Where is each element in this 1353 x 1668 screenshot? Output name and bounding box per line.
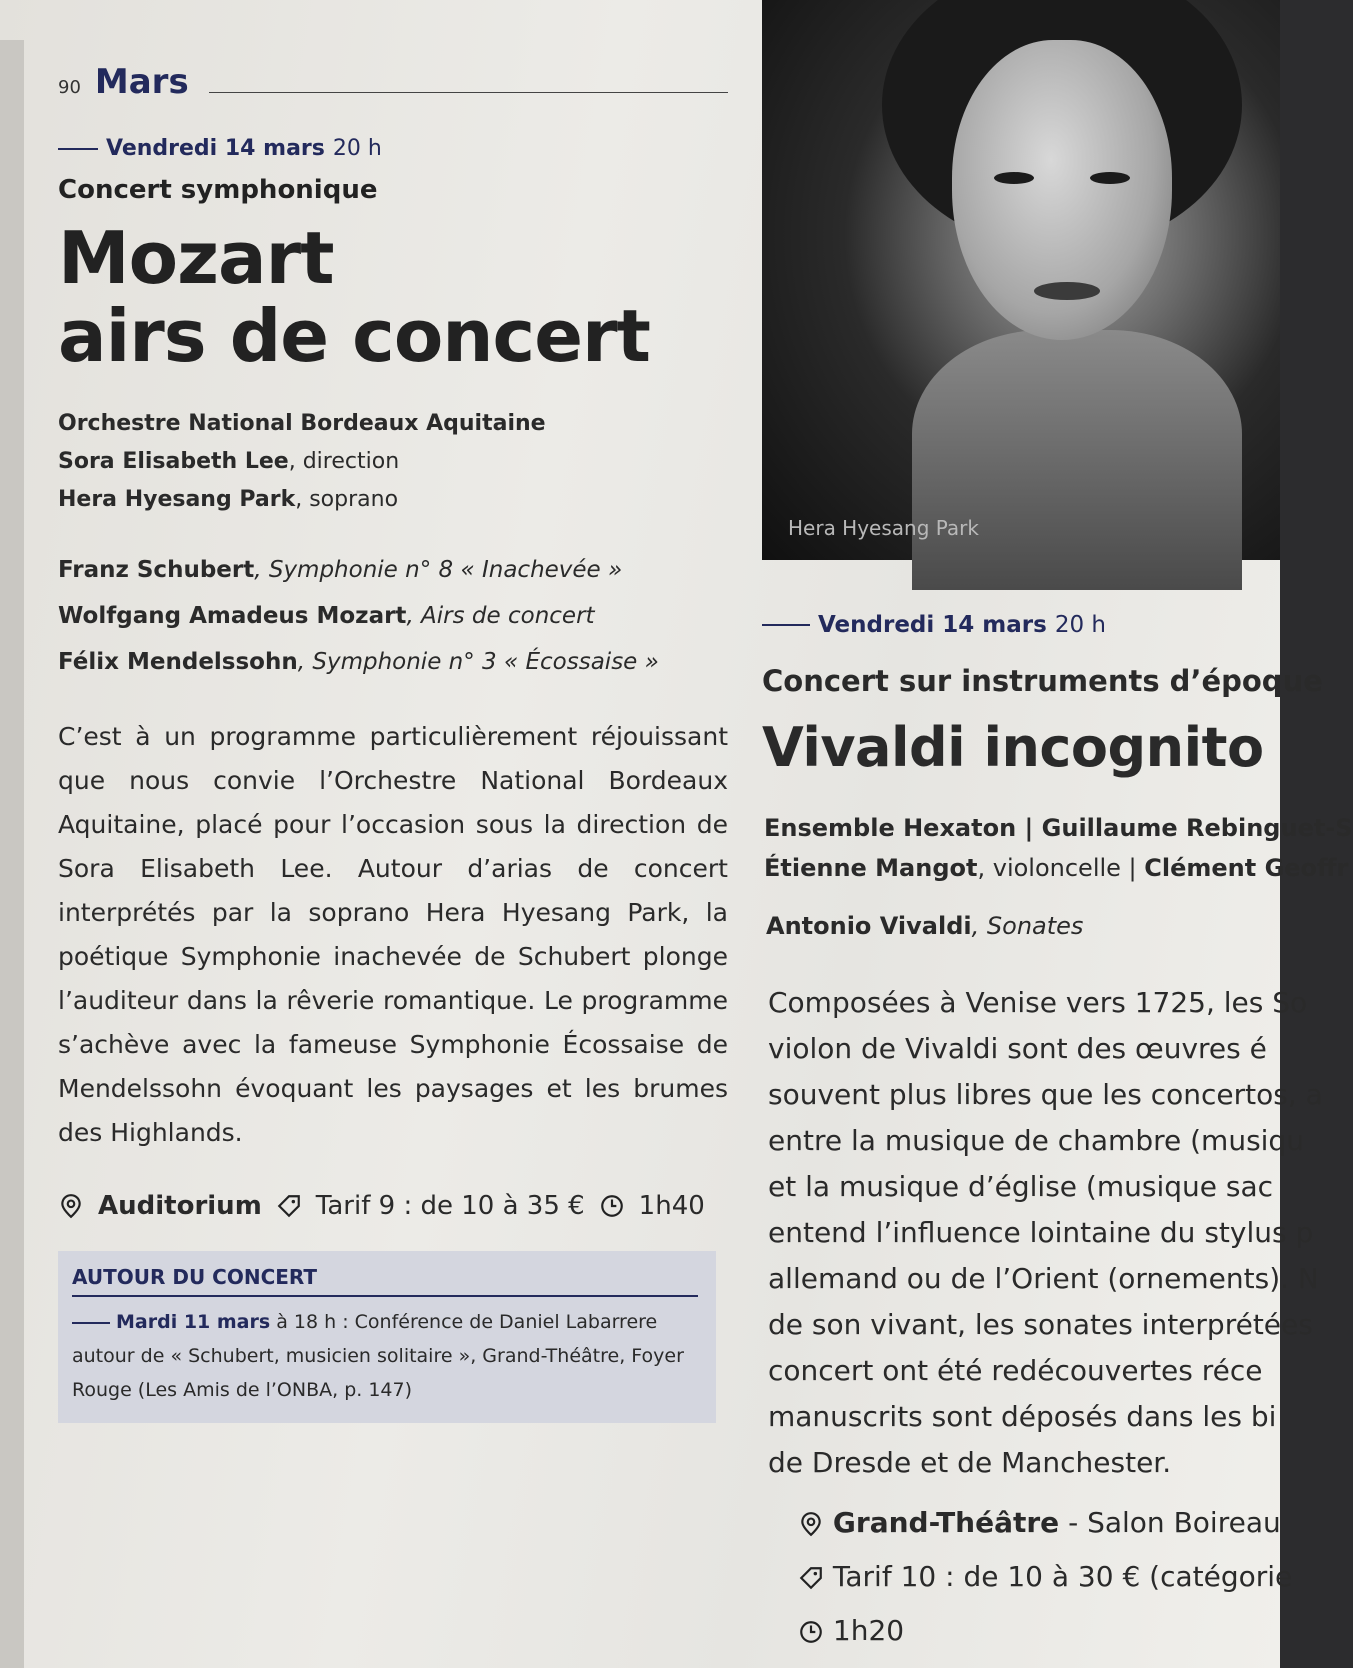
event-title bbox=[58, 216, 728, 378]
performer-name: | Guillaume Rebinguet-S bbox=[1016, 814, 1353, 842]
performer-role: , violoncelle | bbox=[977, 854, 1145, 882]
page-header bbox=[58, 62, 728, 102]
ticket-icon bbox=[276, 1193, 302, 1219]
work-title: , Airs de concert bbox=[406, 603, 595, 629]
event-info bbox=[798, 1496, 1292, 1658]
time-text: 20 h bbox=[1054, 612, 1106, 638]
event-date bbox=[58, 136, 728, 161]
performer-name: Étienne Mangot bbox=[764, 854, 978, 882]
credit-line bbox=[58, 443, 728, 481]
portrait-photo bbox=[762, 0, 1280, 560]
around-concert-text bbox=[72, 1305, 698, 1407]
date-text: Vendredi 14 mars bbox=[106, 136, 325, 161]
work-title: , Symphonie n° 8 « Inachevée » bbox=[254, 557, 623, 583]
conference-date: Mardi 11 mars bbox=[116, 1311, 271, 1333]
duration-text: 1h40 bbox=[638, 1191, 705, 1221]
performer-role: , soprano bbox=[295, 487, 399, 512]
photo-shoulders bbox=[912, 330, 1242, 590]
around-concert-heading: AUTOUR DU CONCERT bbox=[72, 1265, 698, 1297]
left-column bbox=[58, 40, 728, 1423]
credit-line bbox=[764, 848, 1353, 888]
event-title: Vivaldi incognito bbox=[762, 716, 1264, 779]
program-works bbox=[58, 547, 728, 685]
description-line: de Dresde et de Manchester. bbox=[768, 1446, 1172, 1479]
previous-page-edge bbox=[0, 40, 24, 1668]
composer-name: Antonio Vivaldi bbox=[766, 912, 972, 940]
venue-name: Grand-Théâtre bbox=[832, 1506, 1060, 1539]
clock-icon bbox=[798, 1619, 824, 1645]
photo-caption: Hera Hyesang Park bbox=[788, 516, 979, 540]
event-category: Concert symphonique bbox=[58, 175, 378, 205]
header-rule bbox=[209, 92, 728, 93]
performer-name: Hera Hyesang Park bbox=[58, 487, 296, 512]
duration-line bbox=[798, 1604, 1292, 1658]
performer-credits bbox=[764, 808, 1353, 888]
page-number: 90 bbox=[58, 77, 81, 98]
credit-line bbox=[764, 808, 1353, 848]
description-line: concert ont été redécouvertes réce bbox=[768, 1354, 1263, 1387]
description-line: violon de Vivaldi sont des œuvres é bbox=[768, 1032, 1267, 1065]
description-line: de son vivant, les sonates interprétées bbox=[768, 1308, 1313, 1341]
venue-room: - Salon Boireau bbox=[1059, 1506, 1281, 1539]
duration-text: 1h20 bbox=[832, 1614, 905, 1647]
date-text: Vendredi 14 mars bbox=[818, 612, 1047, 638]
conference-details: à 18 h : Conférence de Daniel Labarrere autour de « Schubert, musicien solitaire », Grand-Théâtre, Foyer Rouge (Les Amis de l’ONBA, p. 147) bbox=[72, 1311, 684, 1401]
work-title: , Symphonie n° 3 « Écossaise » bbox=[297, 649, 659, 675]
performer-name: Clément Geoffr bbox=[1144, 854, 1349, 882]
box-dash bbox=[72, 1322, 110, 1324]
description-line: souvent plus libres que les concertos, a bbox=[768, 1078, 1323, 1111]
credit-line bbox=[58, 405, 728, 443]
composer-name: Franz Schubert bbox=[58, 557, 255, 583]
time-text: 20 h bbox=[332, 136, 382, 161]
tariff-line bbox=[798, 1550, 1292, 1604]
program-work bbox=[766, 912, 1083, 940]
photo-eye bbox=[994, 172, 1034, 184]
description-line: Composées à Venise vers 1725, les So bbox=[768, 986, 1308, 1019]
date-dash bbox=[762, 624, 810, 626]
work-line bbox=[58, 547, 728, 593]
title-line-2: airs de concert bbox=[58, 294, 650, 378]
performer-name: Sora Elisabeth Lee bbox=[58, 449, 289, 474]
description-line: allemand ou de l’Orient (ornements). N bbox=[768, 1262, 1319, 1295]
ticket-icon bbox=[798, 1565, 824, 1591]
location-pin-icon bbox=[58, 1193, 84, 1219]
ensemble-name: Ensemble Hexaton bbox=[764, 814, 1017, 842]
composer-name: Wolfgang Amadeus Mozart bbox=[58, 603, 407, 629]
work-title: , Sonates bbox=[971, 912, 1084, 940]
performer-role: , direction bbox=[288, 449, 400, 474]
tariff-text: Tarif 10 : de 10 à 30 € (catégorie bbox=[832, 1560, 1293, 1593]
credit-line bbox=[58, 481, 728, 519]
event-description: C’est à un programme particulièrement réjouissant que nous convie l’Orchestre National Bordeaux Aquitaine, placé pour l’occasion sous la direction de Sora Elisabeth Lee. Autour d’arias de concert interprétés par la soprano Hera Hyesang Park, la poétique Symphonie inachevée de Schubert plonge l’auditeur dans la rêverie romantique. Le programme s’achève avec la fameuse Symphonie Écossaise de Mendelssohn évoquant les paysages et les brumes des Highlands. bbox=[58, 722, 728, 1147]
description-line: manuscrits sont déposés dans les bi bbox=[768, 1400, 1277, 1433]
description-line: entend l’influence lointaine du stylus p bbox=[768, 1216, 1314, 1249]
event-description bbox=[768, 980, 1323, 1486]
event-category: Concert sur instruments d’époque bbox=[762, 664, 1323, 698]
month-heading: Mars bbox=[94, 62, 189, 102]
event-date bbox=[762, 612, 1106, 638]
event-info bbox=[58, 1191, 728, 1221]
performer-name: Orchestre National Bordeaux Aquitaine bbox=[58, 411, 546, 436]
description-line: entre la musique de chambre (musiqu bbox=[768, 1124, 1304, 1157]
photo-eye bbox=[1090, 172, 1130, 184]
composer-name: Félix Mendelssohn bbox=[58, 649, 298, 675]
photo-lips bbox=[1034, 282, 1100, 300]
clock-icon bbox=[599, 1193, 625, 1219]
title-line-1: Mozart bbox=[58, 216, 334, 300]
description-line: et la musique d’église (musique sac bbox=[768, 1170, 1274, 1203]
location-pin-icon bbox=[798, 1511, 824, 1537]
work-line bbox=[58, 593, 728, 639]
around-concert-box bbox=[58, 1251, 716, 1423]
tariff-text: Tarif 9 : de 10 à 35 € bbox=[315, 1191, 585, 1221]
venue-name: Auditorium bbox=[98, 1191, 262, 1221]
performer-credits bbox=[58, 405, 728, 519]
venue-line bbox=[798, 1496, 1292, 1550]
date-dash bbox=[58, 148, 98, 150]
work-line bbox=[58, 639, 728, 685]
